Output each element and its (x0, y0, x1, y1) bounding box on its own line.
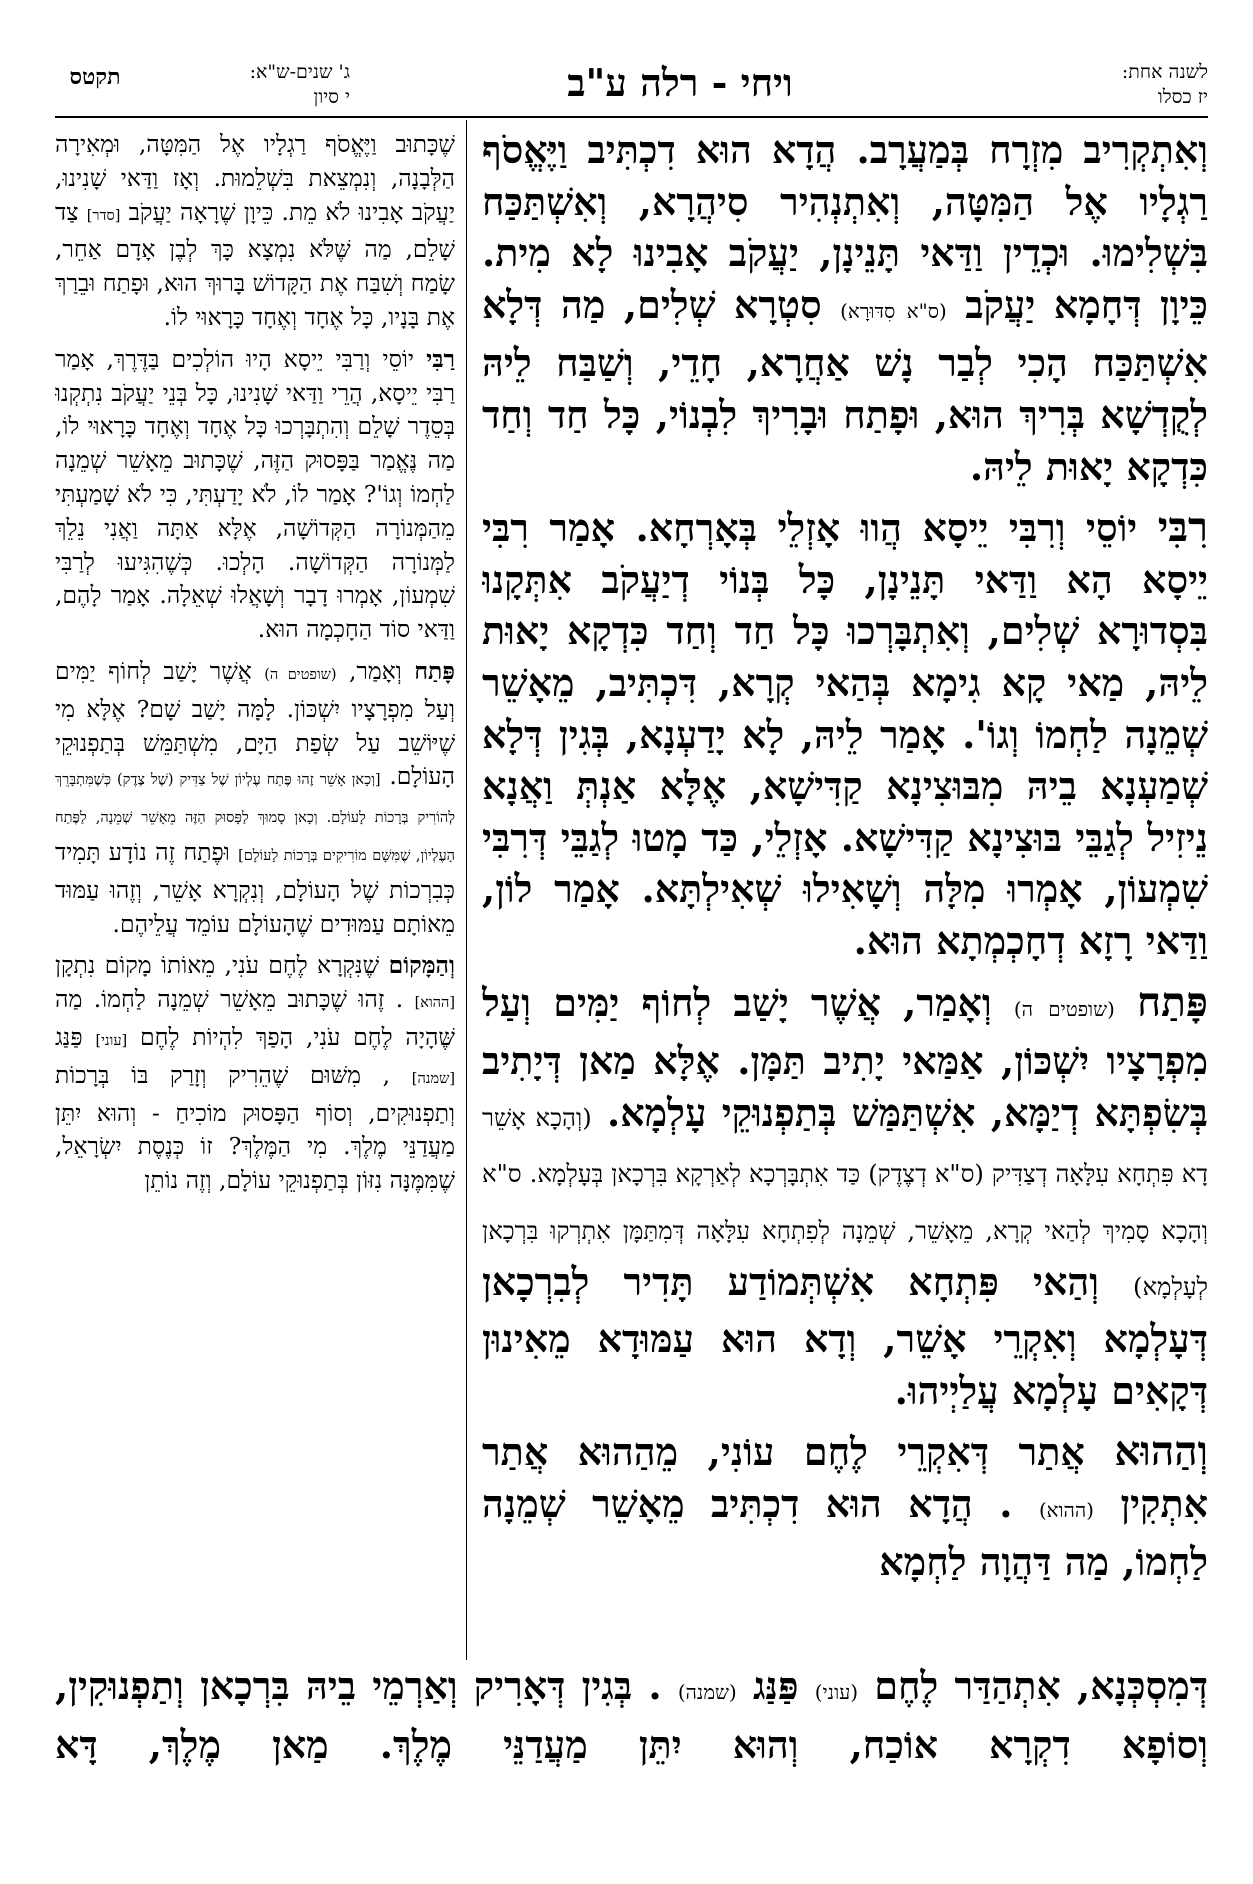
side-paragraph-1 (55, 128, 455, 335)
side-s3-text-b: אֲשֶׁר יָשַׁב לְחוֹף יַמִּים וְעַל מִפְרָצָיו יִשְׁכּוֹן. לָמָּה יָשַׁב שָׁם? אֶלָּא מִי שֶׁיּוֹשֵׁב עַל שְׂפַת הַיָּם, מִשְׁתַּמֵּשׁ בְּתַפְנוּקֵי הָעוֹלָם. (55, 656, 455, 791)
side-s2-text: יוֹסֵי וְרַבִּי יֵיסָא הָיוּ הוֹלְכִים בַּדֶּרֶךְ, אָמַר רַבִּי יֵיסָא, הֲרֵי וַדַּאי שָׁנִינוּ, כָּל בְּנֵי יַעֲקֹב נִתְקְנוּ בְּסֵדֶר שָׁלֵם וְהִתְבָּרְכוּ כָּל אֶחָד וְאֶחָד כָּרָאוּי לוֹ, מַה נֶּאֱמַר בַּפָּסוּק הַזֶּה, שֶׁכָּתוּב מֵאָשֵׁר שְׁמֵנָה לַחְמוֹ וְגוֹ'? אָמַר לוֹ, לֹא יָדַעְתִּי, כִּי לֹא שָׁמַעְתִּי מֵהַמְּנוֹרָה הַקְּדוֹשָׁה, אֶלָּא אַתָּה וַאֲנִי נֵלֵךְ לַמְּנוֹרָה הַקְּדוֹשָׁה. הָלְכוּ. כְּשֶׁהִגִּיעוּ לְרַבִּי שִׁמְעוֹן, אָמְרוּ דָבָר וְשָׁאֲלוּ שְׁאֵלָה. אָמַר לָהֶם, וַדַּאי סוֹד הַחָכְמָה הוּא. (55, 344, 455, 644)
main-paragraph-2 (482, 502, 1208, 966)
side-s4-text-c: פַּנַּג (55, 1022, 83, 1051)
main-p1-text: וְאִתְקְרִיב מִזְרָח בְּמַעֲרָב. הֲדָא הוּא דִכְתִּיב וַיֶּאֱסֹף רַגְלָיו אֶל הַמִּטָּה, וְאִתְנְהִיר סִיהֲרָא, וְאִשְׁתַּכַּח בִּשְׁלִימוּ. וּכְדֵין וַדַּאי תָּנֵינָן, יַעֲקֹב אָבִינוּ לָא מִית. כֵּיוָן דְּחָמָא יַעֲקֹב (482, 127, 1208, 327)
side-s1-text: שֶׁכָּתוּב וַיֶּאֱסֹף רַגְלָיו אֶל הַמִּטָּה, וּמְאִירָה הַלְּבָנָה, וְנִמְצֵאת בִּשְׁלֵמוּת. וְאָז וַדַּאי שָׁנִינוּ, יַעֲקֹב אָבִינוּ לֹא מֵת. כֵּיוָן שֶׁרָאָה יַעֲקֹב (55, 130, 455, 226)
main-p4-text: אֲתַר דְּאִקְרֵי לֶחֶם עוֹנִי, מֵהַהוּא אֲתַר אִתְקִין (482, 1429, 1208, 1526)
main-p3-text-b: וְהַאי פִּתְחָא אִשְׁתְּמוֹדַע תָּדִיר לְבִרְכָאן דְּעָלְמָא וְאִקְרֵי אָשֵׁר, וְדָא הוּא עַמּוּדָא מֵאִינוּן דְּקָאִים עָלְמָא עֲלַיְיהוּ. (482, 1259, 1208, 1413)
main-p2-lead: רִבִּי (1157, 503, 1208, 552)
header-schedule-three-years: ג' שנים-ש"א: (249, 61, 350, 83)
main-p1-text-b: סִטְרָא שְׁלִים, מַה דְּלָא אִשְׁתַּכַּח הָכִי לְבַר נָשׁ אַחֲרָא, חָדֵי, וְשַׁבַּח לֵיהּ לְקֻדְשָׁא בְּרִיךְ הוּא, וּפָתַח וּבָרִיךְ לִבְנוֹי, כָּל חַד וְחַד כִּדְקָא יָאוּת לֵיהּ. (482, 281, 1208, 489)
main-paragraph-4 (482, 1426, 1208, 1588)
main-p3-lead: פָּתַח (1137, 977, 1208, 1026)
header-schedule-one-year: לשנה אחת: (1121, 61, 1208, 83)
side-s4-source-3: [שמנה] (411, 1070, 455, 1087)
side-s4-source-2: [עוני] (95, 1032, 128, 1049)
translation-column (55, 128, 455, 1658)
side-s3-lead: פָּתַח (414, 656, 455, 685)
side-s3-source: (שופטים ה) (264, 666, 337, 683)
header-right (978, 60, 1208, 116)
bottom-paragraph (55, 1660, 1208, 1770)
main-p1-note: (ס"א סִדּוּרָא) (840, 299, 947, 323)
main-p4-lead: וְהַהוּא (1114, 1427, 1208, 1476)
main-p4-text-b: . הֲדָא הוּא דִכְתִּיב מֵאָשֵׁר שְׁמֵנָה לַחְמוֹ, מַה דַּהֲוָה לַחְמָא (482, 1480, 1208, 1585)
side-s3-text-c: וּפֶתַח זֶה נוֹדָע תָּמִיד כְּבִרְכוֹת שֶׁל הָעוֹלָם, וְנִקְרָא אָשֵׁר, וְזֶהוּ עַמּוּד מֵאוֹתָם עַמּוּדִים שֶׁהָעוֹלָם עוֹמֵד עֲלֵיהֶם. (55, 837, 455, 938)
main-p3-note: (וְהָכָא אָשֵׁר דָא פִּתְחָא עִלָּאָה דְצַדִּיק (ס"א דְצֶדֶק) כַּד אִתְבָּרְכָא לְאַרְקָא בִּרְכָאן בְּעָלְמָא. ס"א וְהָכָא סָמִיךְ לְהַאי קְרָא, מֵאָשֵׁר, שְׁמֵנָה לְפִתְחָא עִלָּאָה דְּמִתַּמָּן אִתְרְקוּ בִּרְכָאן לְעָלְמָא) (482, 1102, 1208, 1302)
side-paragraph-3 (55, 655, 455, 941)
side-s3-text: וְאָמַר, (348, 656, 402, 685)
header-date-three-years: י סיון (313, 86, 350, 108)
main-p3-source: (שופטים ה) (1013, 997, 1115, 1021)
main-p3-text: וְאָמַר, אֲשֶׁר יָשַׁב לְחוֹף יַמִּים וְעַל מִפְרָצָיו יִשְׁכּוֹן, אַמַּאי יָתִיב תַּמָּן. אֶלָּא מַאן דְּיָתִיב בְּשִׂפְתָּא דְיַמָּא, אִשְׁתַּמַּשׁ בְּתַפְנוּקֵי עָלְמָא. (482, 979, 1208, 1135)
bottom-text: דְּמִסְכְּנָא, אִתְהַדַּר לֶחֶם (874, 1663, 1209, 1708)
page-number: תקטס (69, 64, 121, 90)
bottom-source-2: (שמנה) (677, 1681, 737, 1704)
column-divider (466, 120, 467, 1660)
main-p4-source: (ההוא) (1038, 1498, 1094, 1522)
main-column (482, 124, 1208, 1654)
side-s1-text-b: צַד שָׁלֵם, מַה שֶּׁלֹּא נִמְצָא כָּךְ לְבֶן אָדָם אַחֵר, שָׂמַח וְשִׁבַּח אֶת הַקָּדוֹשׁ בָּרוּךְ הוּא, וּפָתַח וּבֵרַךְ אֶת בָּנָיו, כָּל אֶחָד וְאֶחָד כָּרָאוּי לוֹ. (55, 197, 455, 331)
side-s4-source: [ההוא] (414, 995, 455, 1012)
side-s2-lead: רַבִּי (426, 344, 455, 373)
side-s3-note: [וְכָאן אָשֵׁר זֶהוּ פֶּתַח עֶלְיוֹן שֶׁל צַדִּיק (שֶׁל צֶדֶק) כְּשֶׁמִּתְבָּרֵךְ לְהוֹרִיק בְּרָכוֹת לָעוֹלָם. וְכָאן סָמוּךְ לַפָּסוּק הַזֶּה מֵאָשֵׁר שְׁמֵנָה, לַפֶּתַח הָעֶלְיוֹן, שֶׁמִּשָּׁם מוֹרִיקִים בְּרָכוֹת לָעוֹלָם] (55, 772, 455, 864)
bottom-text-b: פַּנַּג (752, 1663, 799, 1708)
side-s4-lead: וְהַמָּקוֹם (388, 951, 455, 980)
bottom-source: (עוני) (814, 1681, 859, 1704)
main-paragraph-3 (482, 977, 1208, 1417)
side-paragraph-4 (55, 949, 455, 1198)
side-s4-text-d: , מִשּׁוּם שֶׁהֵרִיק וְזָרַק בּוֹ בְּרָכוֹת וְתַפְנוּקִים, וְסוֹף הַפָּסוּק מוֹכִיחַ - וְהוּא יִתֵּן מַעֲדַנֵּי מֶלֶךְ. מִי הַמֶּלֶךְ? זוֹ כְּנֶסֶת יִשְׂרָאֵל, שֶׁמִּמֶּנָּה נִזּוֹן בְּתַפְנוּקֵי עוֹלָם, וְזֶה נוֹתֵן (55, 1060, 455, 1195)
header-date-one-year: יז כסלו (1157, 86, 1208, 108)
side-s4-text: שֶׁנִּקְרָא לֶחֶם עֹנִי, מֵאוֹתוֹ מָקוֹם נִתְקָן (55, 951, 380, 980)
main-p2-text: יוֹסֵי וְרִבִּי יֵיסָא הֲווּ אָזְלֵי בְּאָרְחָא. אָמַר רִבִּי יֵיסָא הָא וַדַּאי תָּנֵינָן, כָּל בְּנוֹי דְיַעֲקֹב אִתְּקָנוּ בִּסְדוּרָא שְׁלִים, וְאִתְבָּרְכוּ כָּל חַד וְחַד כִּדְקָא יָאוּת לֵיהּ, מַאי קָא גִימָא בְּהַאי קְרָא, דִּכְתִּיב, מֵאָשֵׁר שְׁמֵנָה לַחְמוֹ וְגוֹ'. אָמַר לֵיהּ, לָא יָדַעְנָא, בְּגִין דְּלָא שְׁמַעְנָא בֵיהּ מִבּוּצִינָא קַדִּישָׁא, אֶלָּא אַנְתְּ וַאֲנָא נֵיזִיל לְגַבֵּי בּוּצִינָא קַדִּישָׁא. אָזְלֵי, כַּד מָטוּ לְגַבֵּי דְּרִבִּי שִׁמְעוֹן, אָמְרוּ מִלָּה וְשָׁאִילוּ שְׁאִילְתָּא. אָמַר לוֹן, וַדַּאי רָזָא דְחָכְמְתָא הוּא. (482, 505, 1208, 963)
side-s4-text-b: . זֶהוּ שֶׁכָּתוּב מֵאָשֵׁר שְׁמֵנָה לַחְמוֹ. מַה שֶּׁהָיָה לֶחֶם עֹנִי, הָפַךְ לִהְיוֹת לֶחֶם (55, 985, 455, 1051)
page-title: ויחי - רלה ע"ב (567, 60, 793, 105)
bottom-text-c: . בְּגִין דְּאָרִיק וְאַרְמֵי בֵיהּ בִּרְכָאן וְתַפְנוּקִין, וְסוֹפָא דִקְרָא אוֹכַח, וְהוּא יִתֵּן מַעֲדַנֵּי מֶלֶךְ. מַאן מֶלֶךְ, דָּא (55, 1663, 1208, 1767)
header-rule (55, 116, 1208, 118)
main-paragraph-1 (482, 124, 1208, 492)
bottom-continuation (55, 1660, 1208, 1770)
side-s1-note: [סדר] (86, 207, 121, 224)
side-paragraph-2 (55, 343, 455, 647)
header-left (140, 60, 350, 116)
